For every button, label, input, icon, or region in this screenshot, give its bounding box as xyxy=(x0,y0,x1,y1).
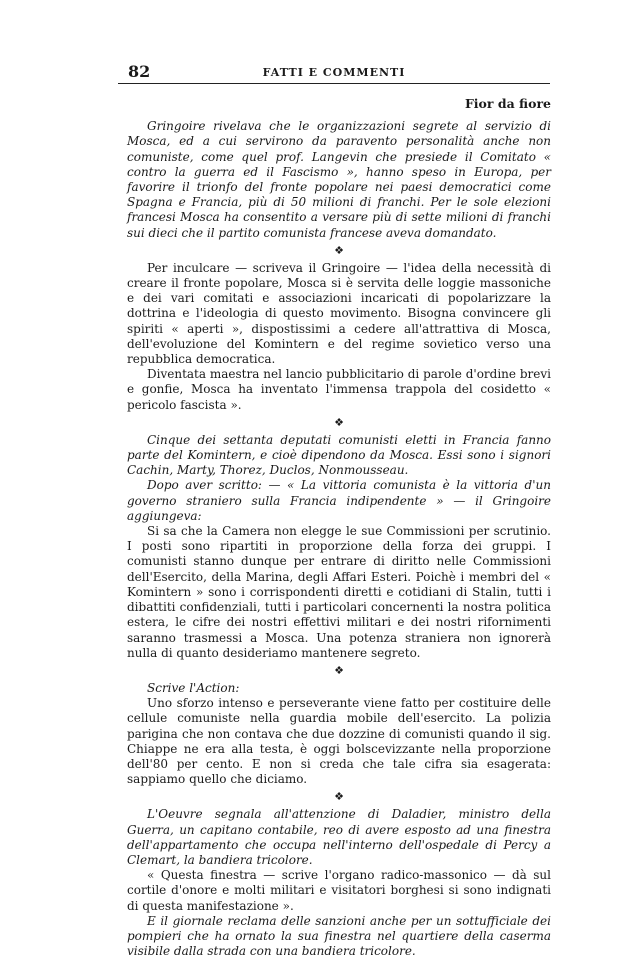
header-rule xyxy=(118,83,550,84)
paragraph-7: Scrive l'Action: xyxy=(147,680,240,695)
paragraph-6: Si sa che la Camera non elegge le sue Commissioni per scrutinio. I posti sono ripartiti in proporzione della forza dei gruppi. I comunisti stanno dunque per entrare di diritto nelle Commissioni dell'Esercito, della Marina, degli Affari Esteri. Poichè i membri del « Komintern » sono i corrispondenti diretti e cotidiani di Stalin, tutti i dibattiti confidenziali, tutti i particolari concernenti la nostra politica estera, le cifre dei nostri effettivi militari e dei nostri rifornimenti saranno trasmessi a Mosca. Una potenza straniera non ignorerà nulla di quanto desideriamo mantenere segreto. xyxy=(127,524,551,660)
paragraph-8: Uno sforzo intenso e perseverante viene fatto per costituire delle cellule comuniste nella guardia mobile dell'esercito. La polizia parigina che non contava che due dozzine di comunisti quando il sig. Chiappe ne era alla testa, è oggi bolscevizzante nella proporzione dell'80 per cento. E non si creda che tale cifra sia esagerata: sappiamo quello che diciamo. xyxy=(127,696,551,787)
separator-ornament-icon: ❖ xyxy=(334,415,344,429)
paragraph-11: E il giornale reclama delle sanzioni anche per un sottufficiale dei pompieri che ha ornato la sua finestra nel quartiere della caserma visibile dalla strada con una bandiera tricolore. xyxy=(127,913,551,959)
running-title: FATTI E COMMENTI xyxy=(262,66,406,79)
paragraph-4: Cinque dei settanta deputati comunisti eletti in Francia fanno parte del Komintern, e cioè dipendono da Mosca. Essi sono i signori Cachin, Marty, Thorez, Duclos, Nonmousseau. xyxy=(127,432,551,478)
page-number: 82 xyxy=(128,62,151,81)
separator-ornament-icon: ❖ xyxy=(334,243,344,257)
paragraph-3: Diventata maestra nel lancio pubblicitario di parole d'ordine brevi e gonfie, Mosca ha inventato l'immensa trappola del cosidetto « pericolo fascista ». xyxy=(127,367,551,412)
separator-ornament-icon: ❖ xyxy=(334,790,344,804)
paragraph-9: L'Oeuvre segnala all'attenzione di Daladier, ministro della Guerra, un capitano contabile, reo di avere esposto ad una finestra dell'appartamento che occupa nell'interno dell'ospedale di Percy a Clemart, la bandiera tricolore. xyxy=(127,807,551,867)
separator-ornament-icon: ❖ xyxy=(334,663,344,677)
paragraph-1: Gringoire rivelava che le organizzazioni segrete al servizio di Mosca, ed a cui servirono da paravento personalità anche non comuniste, come quel prof. Langevin che presiede il Comitato « contro la guerra ed il Fascismo », hanno speso in Europa, per favorire il trionfo del fronte popolare nei paesi democratici come Spagna e Francia, più di 50 milioni di franchi. Per le sole elezioni francesi Mosca ha consentito a versare più di sette milioni di franchi sui dieci che il partito comunista francese aveva domandato. xyxy=(127,119,551,240)
paragraph-2: Per inculcare — scriveva il Gringoire — l'idea della necessità di creare il fronte popolare, Mosca si è servita delle loggie massoniche e dei vari comitati e associazioni incaricati di popolarizzare la dottrina e l'ideologia di questo movimento. Bisogna convincere gli spiriti « aperti », dispostissimi a cedere all'attrattiva di Mosca, dell'evoluzione del Komintern e del regime sovietico verso una repubblica democratica. xyxy=(127,260,551,367)
article-body xyxy=(127,96,551,959)
paragraph-5: Dopo aver scritto: — « La vittoria comunista è la vittoria d'un governo straniero sulla Francia indipendente » — il Gringoire aggiungeva: xyxy=(127,478,551,523)
paragraph-10: « Questa finestra — scrive l'organo radico-massonico — dà sul cortile d'onore e molti militari e visitatori borghesi si sono indignati di questa manifestazione ». xyxy=(127,868,551,913)
section-title: Fior da fiore xyxy=(464,96,551,111)
